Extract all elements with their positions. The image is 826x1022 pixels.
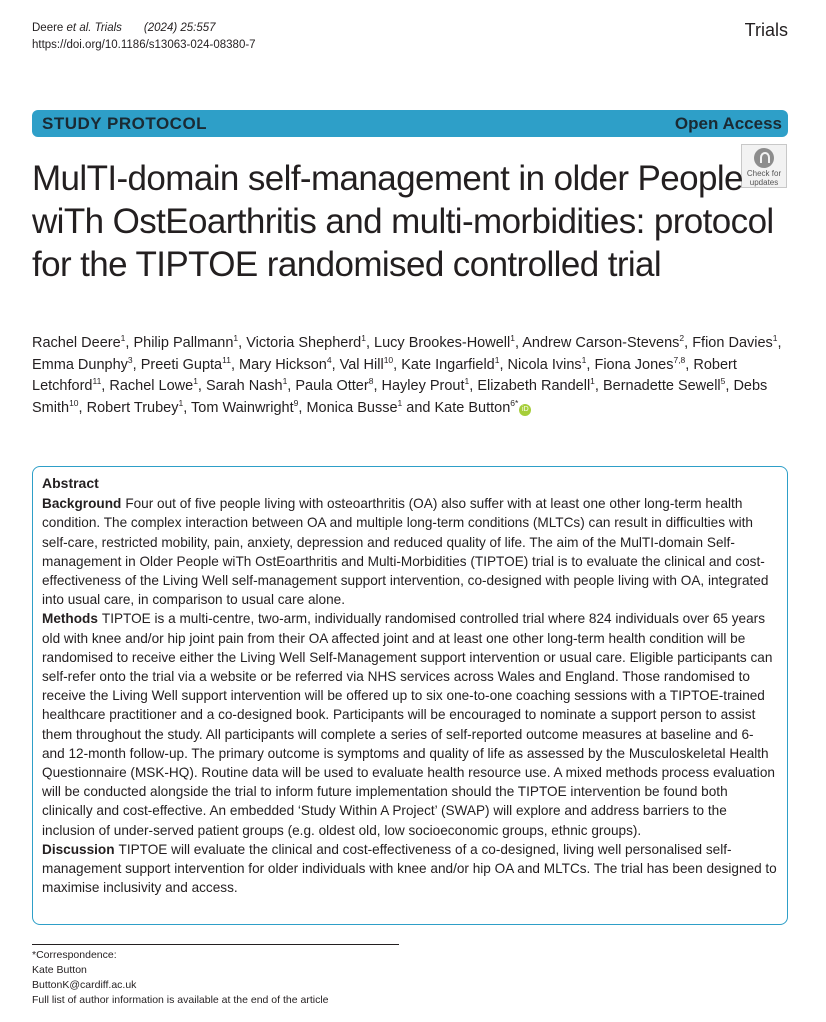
orcid-icon[interactable]: iD [519, 404, 531, 416]
affiliation-marker: 1 [772, 333, 778, 344]
abstract-heading: Abstract [42, 475, 99, 491]
author-name: Kate Button$^{6*}$ [434, 397, 519, 416]
affiliation-marker: 7,8 [673, 354, 686, 365]
affiliation-marker: 1 [581, 354, 587, 365]
abstract-methods: Methods TIPTOE is a multi-centre, two-arm, individually randomised controlled trial where 824 individuals over 65 years old with knee and/or hip joint pain from their OA affected joint and at least one other long-term health condition will be randomised to receive either the Living Well Self-Management support intervention or usual care. Eligible participants can self-refer onto the trial via a website or be referred via NHS services across Wales and England. Those randomised to receive the Living Well support intervention will be offered up to six one-to-one coaching sessions with a TIPTOE-trained healthcare practitioner and a co-designed book. Participants will be encouraged to nominate a support person to assist them throughout the study. All participants will complete a series of self-reported outcome measures at baseline and 6- and 12-month follow-up. The primary outcome is symptoms and quality of life as assessed by the Musculoskeletal Health Questionnaire (MSK-HQ). Routine data will be used to evaluate health resource use. A mixed methods process evaluation will be conducted alongside the trial to inform future implementation should the TIPTOE intervention be found both clinically and cost-effective. An embedded ‘Study Within A Project’ (SWAP) will explore and address barriers to the inclusion of under-served patient groups (e.g. oldest old, low socioeconomic groups, ethnic groups). [42, 611, 775, 838]
author-name: Kate Ingarfield$^1$ [401, 354, 500, 373]
year-volume: (2024) 25:557 [143, 22, 216, 34]
author-name: Robert Trubey$^1$ [86, 397, 184, 416]
affiliation-marker: 1 [282, 376, 288, 387]
author-name: Emma Dunphy$^3$ [32, 354, 133, 373]
author-name: Andrew Carson-Stevens$^2$ [522, 333, 685, 351]
open-access-label: Open Access [674, 113, 782, 133]
affiliation-marker: 8 [368, 376, 374, 387]
affiliation-marker: 2 [679, 333, 685, 344]
affiliation-marker: 9 [293, 397, 299, 408]
affiliation-marker: 1 [178, 397, 184, 408]
article-type: STUDY PROTOCOL [42, 113, 208, 133]
footnote-divider [32, 944, 399, 945]
author-name: Bernadette Sewell$^5$ [602, 376, 726, 394]
affiliation-marker: 11 [222, 354, 231, 365]
abstract-background: Background Four out of five people living with osteoarthritis (OA) also suffer with at least one other long-term health condition. The complex interaction between OA and multiple long-term conditions (MLTCs) can result in difficulties with self-care, restricted mobility, pain, anxiety, depression and reduced quality of life. The aim of the MulTI-domain Self-management in Older People wiTh OstEoarthritis and Multi-Morbidities (TIPTOE) trial is to evaluate the clinical and cost-effectiveness of the Living Well self-management support intervention, co-designed with people living with OA, integrated into usual care, in comparison to usual care alone. [42, 496, 769, 608]
journal-name: Trials [744, 20, 788, 40]
author-name: Lucy Brookes-Howell$^1$ [374, 333, 515, 351]
author-name: Elizabeth Randell$^1$ [477, 376, 595, 394]
author-name: Ffion Davies$^1$ [692, 333, 778, 351]
affiliation-marker: 1 [193, 376, 198, 387]
author-name: Sarah Nash$^1$ [205, 376, 288, 394]
affiliation-marker: 1 [120, 333, 126, 344]
affiliation-marker: 10 [69, 397, 79, 408]
affiliation-marker: 4 [326, 354, 332, 365]
author-name: Preeti Gupta$^{11}$ [140, 354, 231, 373]
abstract-box [32, 466, 788, 925]
author-name: Val Hill$^{10}$ [339, 354, 394, 373]
affiliation-marker: 1 [494, 354, 500, 365]
abstract-discussion: Discussion TIPTOE will evaluate the clinical and cost-effectiveness of a co-designed, living well personalised self-management support intervention for older individuals with knee and/or hip OA and MLTCs. The trial has been designed to maximise inclusivity and access. [42, 841, 777, 896]
author-name: Rachel Deere$^1$ [32, 333, 126, 351]
doi-link[interactable]: https://doi.org/10.1186/s13063-024-08380-7 [32, 39, 256, 51]
author-name: Tom Wainwright$^9$ [191, 397, 299, 416]
author-name: Robert Letchford$^{11}$ [32, 356, 737, 394]
affiliation-marker: 1 [510, 333, 515, 344]
affiliation-marker: 1 [361, 333, 366, 344]
affiliation-marker: 1 [397, 397, 403, 408]
affiliation-marker: 1 [464, 376, 470, 387]
citation-line: Deere et al. Trials (2024) 25:557 [32, 22, 216, 34]
article-title: MulTI-domain self-management in older People wiTh OstEoarthritis and multi-morbidities: protocol for the TIPTOE randomised controlled trial [32, 159, 774, 284]
article-type-banner [32, 110, 788, 137]
author-name: Debs Smith$^{10}$ [32, 378, 768, 416]
author-name: Rachel Lowe$^1$ [109, 376, 198, 394]
corresponding-author: Kate Button [32, 964, 87, 976]
check-for-updates-button[interactable]: Check for updates [741, 144, 787, 188]
author-name: Nicola Ivins$^1$ [507, 354, 587, 373]
affiliation-marker: 6* [510, 397, 519, 408]
affiliation-marker: 5 [720, 376, 726, 387]
author-name: Philip Pallmann$^1$ [133, 333, 239, 351]
author-name: Fiona Jones$^{7,8}$ [594, 354, 686, 373]
author-name: Victoria Shepherd$^1$ [246, 333, 366, 351]
affiliation-marker: 3 [127, 354, 133, 365]
author-name: Monica Busse$^1$ [306, 397, 403, 416]
author-name: Mary Hickson$^4$ [239, 354, 332, 373]
affiliation-marker: 11 [92, 376, 102, 387]
affiliation-marker: 1 [233, 333, 239, 344]
correspondence-footnote: *Correspondence: Kate Button ButtonK@cardiff.ac.uk Full list of author information is available at the end of the article [32, 949, 329, 1006]
author-list: Rachel Deere$^1$, Philip Pallmann$^1$, Victoria Shepherd$^1$, Lucy Brookes-Howell$^1$, Andrew Carson-Stevens$^2$, Ffion Davies$^1$, Emma Dunphy$^3$, Preeti Gupta$^{11}$, Mary Hickson$^4$, Val Hill$^{10}$, Kate Ingarfield$^1$, Nicola Ivins$^1$, Fiona Jones$^{7,8}$, Robert Letchford$^{11}$, Rachel Lowe$^1$, Sarah Nash$^1$, Paula Otter$^8$, Hayley Prout$^1$, Elizabeth Randell$^1$, Bernadette Sewell$^5$, Debs Smith$^{10}$, Robert Trubey$^1$, Tom Wainwright$^9$, Monica Busse$^1$ and Kate Button$^{6*}$iD [32, 333, 782, 416]
affiliation-marker: 10 [383, 354, 394, 365]
corresponding-email[interactable]: ButtonK@cardiff.ac.uk [32, 979, 137, 991]
affiliation-marker: 1 [590, 376, 595, 387]
author-name: Paula Otter$^8$ [295, 376, 374, 394]
author-name: Hayley Prout$^1$ [381, 376, 470, 394]
article-header [32, 20, 256, 54]
